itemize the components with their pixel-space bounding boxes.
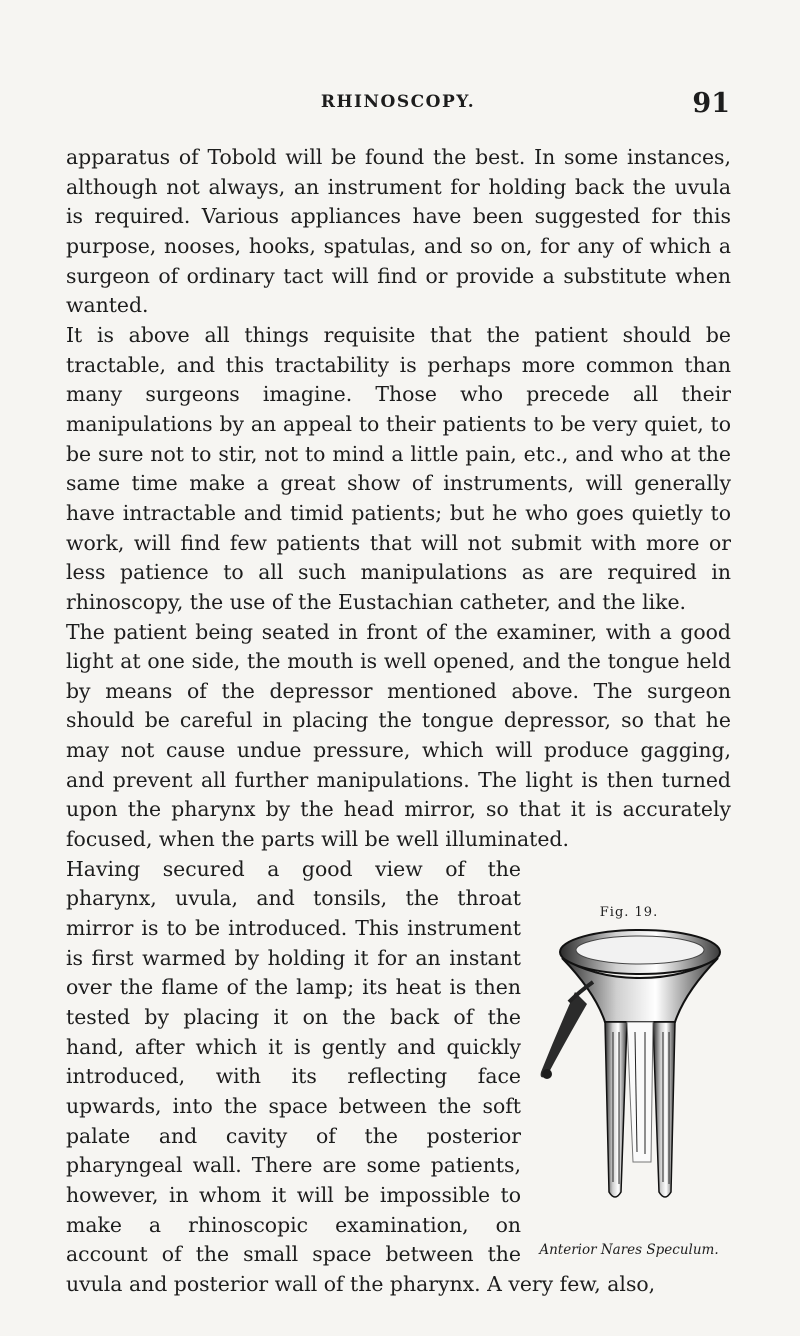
paragraph-1: apparatus of Tobold will be found the best. In some instances, although not always, an instrument for holding back the uvula is required. Various appliances have been suggested for this purpose, nooses, hooks, spatulas, and so on, for any of which a surgeon of ordinary tact will find or provide a substitute when wanted.: [66, 145, 731, 318]
figure-19: [527, 884, 731, 1269]
page-header: [66, 88, 730, 128]
paragraph-4: Having secured a good view of the pharynx, uvula, and tonsils, the throat mirror is to be introduced. This instrument is first warmed by holding it for an instant over the flame of the lamp; its heat is then tested by placing it on the back of the hand, after which it is gently and quickly introduced, with its reflecting face upwards, into the space between the soft palate and cavity of the posterior pharyngeal wall. There are some patients, however, in whom it will be impossible to make a rhinoscopic examination, on account of the small space between the uvula and posterior wall of the pharynx. A very few, also,: [66, 856, 656, 1296]
paragraph-4-block: [66, 855, 731, 1300]
body-text: [66, 143, 731, 1300]
running-title: RHINOSCOPY.: [320, 92, 476, 112]
page-number: 91: [692, 88, 730, 119]
figure-caption: Anterior Nares Speculum.: [539, 1241, 719, 1258]
figure-number: Fig. 19.: [599, 904, 659, 920]
paragraph-3: The patient being seated in front of the examiner, with a good light at one side, the mouth is well opened, and the tongue held by means of the depressor mentioned above. The surgeon should be careful in placing the tongue depressor, so that he may not cause undue pressure, which will produce gagging, and prevent all further manipulations. The light is then turned upon the pharynx by the head mirror, so that it is accurately focused, when the parts will be well illuminated.: [66, 619, 731, 852]
speculum-illustration: [535, 922, 725, 1222]
paragraph-2: It is above all things requisite that the patient should be tractable, and this tractability is perhaps more common than many surgeons imagine. Those who precede all their manipulations by an appeal to their patients to be very quiet, to be sure not to stir, not to mind a little pain, etc., and who at the same time make a great show of instruments, will generally have intractable and timid patients; but he who goes quietly to work, will find few patients that will not submit with more or less patience to all such manipulations as are required in rhinoscopy, the use of the Eustachian catheter, and the like.: [66, 322, 731, 614]
